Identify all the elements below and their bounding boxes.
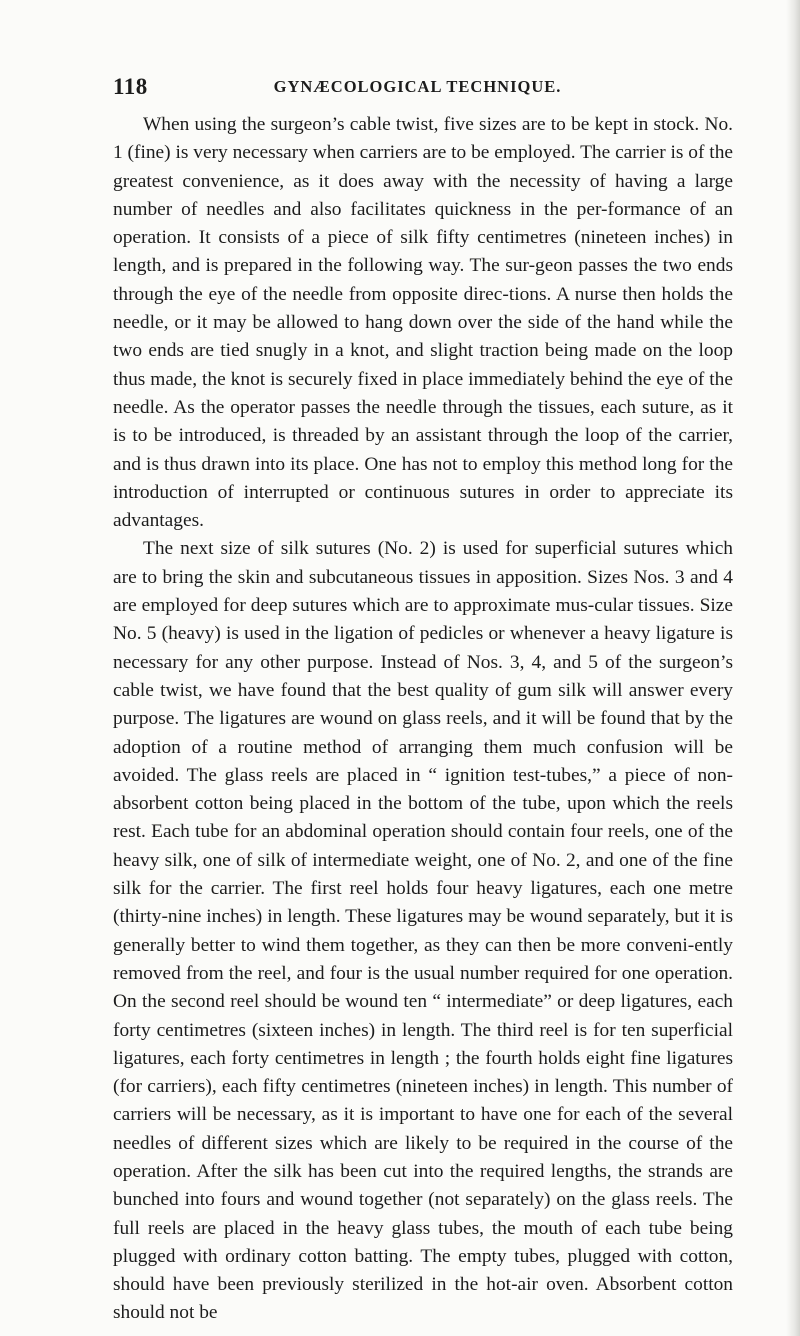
paragraph-carrier: When using the surgeon’s cable twist, five sizes are to be kept in stock. No. 1 (fine) is very necessary when carriers are to be employed. The carrier is of the greatest convenience, as it does away with the necessity of having a large number of needles and also facilitates quickness in the per-formance of an operation. It consists of a piece of silk fifty centimetres (nineteen inches) in length, and is prepared in the following way. The sur-geon passes the two ends through the eye of the needle from opposite direc-tions. A nurse then holds the needle, or it may be allowed to hang down over the side of the hand while the two ends are tied snugly in a knot, and slight traction being made on the loop thus made, the knot is securely fixed in place immediately behind the eye of the needle. As the operator passes the needle through the tissues, each suture, as it is to be introduced, is threaded by an assistant through the loop of the carrier, and is thus drawn into its place. One has not to employ this method long for the introduction of interrupted or continuous sutures in order to appreciate its advantages. xyxy=(113,114,733,532)
body-text xyxy=(113,111,733,1328)
page-edge-shadow xyxy=(786,0,800,1336)
paragraph-silk-sizes: The next size of silk sutures (No. 2) is used for superficial sutures which are to bring the skin and subcutaneous tissues in apposition. Sizes Nos. 3 and 4 are employed for deep sutures which are to approximate mus-cular tissues. Size No. 5 (heavy) is used in the ligation of pedicles or whenever a heavy ligature is necessary for any other purpose. Instead of Nos. 3, 4, and 5 of the surgeon’s cable twist, we have found that the best quality of gum silk will answer every purpose. The ligatures are wound on glass reels, and it will be found that by the adoption of a routine method of arranging them much confusion will be avoided. The glass reels are placed in “ ignition test-tubes,” a piece of non-absorbent cotton being placed in the bottom of the tube, upon which the reels rest. Each tube for an abdominal operation should contain four reels, one of the heavy silk, one of silk of intermediate weight, one of No. 2, and one of the fine silk for the carrier. The first reel holds four heavy ligatures, each one metre (thirty-nine inches) in length. These ligatures may be wound separately, but it is generally better to wind them together, as they can then be more conveni-ently removed from the reel, and four is the usual number required for one operation. On the second reel should be wound ten “ intermediate” or deep ligatures, each forty centimetres (sixteen inches) in length. The third reel is for ten superficial ligatures, each forty centimetres in length ; the fourth holds eight fine ligatures (for carriers), each fifty centimetres (nineteen inches) in length. This number of carriers will be necessary, as it is important to have one for each of the several needles of different sizes which are likely to be required in the course of the operation. After the silk has been cut into the required lengths, the strands are bunched into fours and wound together (not separately) on the glass reels. The full reels are placed in the heavy glass tubes, the mouth of each tube being plugged with ordinary cotton batting. The empty tubes, plugged with cotton, should have been previously sterilized in the hot-air oven. Absorbent cotton should not be xyxy=(113,538,733,1324)
running-head: GYNÆCOLOGICAL TECHNIQUE. xyxy=(273,77,562,96)
page-number: 118 xyxy=(113,74,148,99)
page-header xyxy=(100,74,735,104)
